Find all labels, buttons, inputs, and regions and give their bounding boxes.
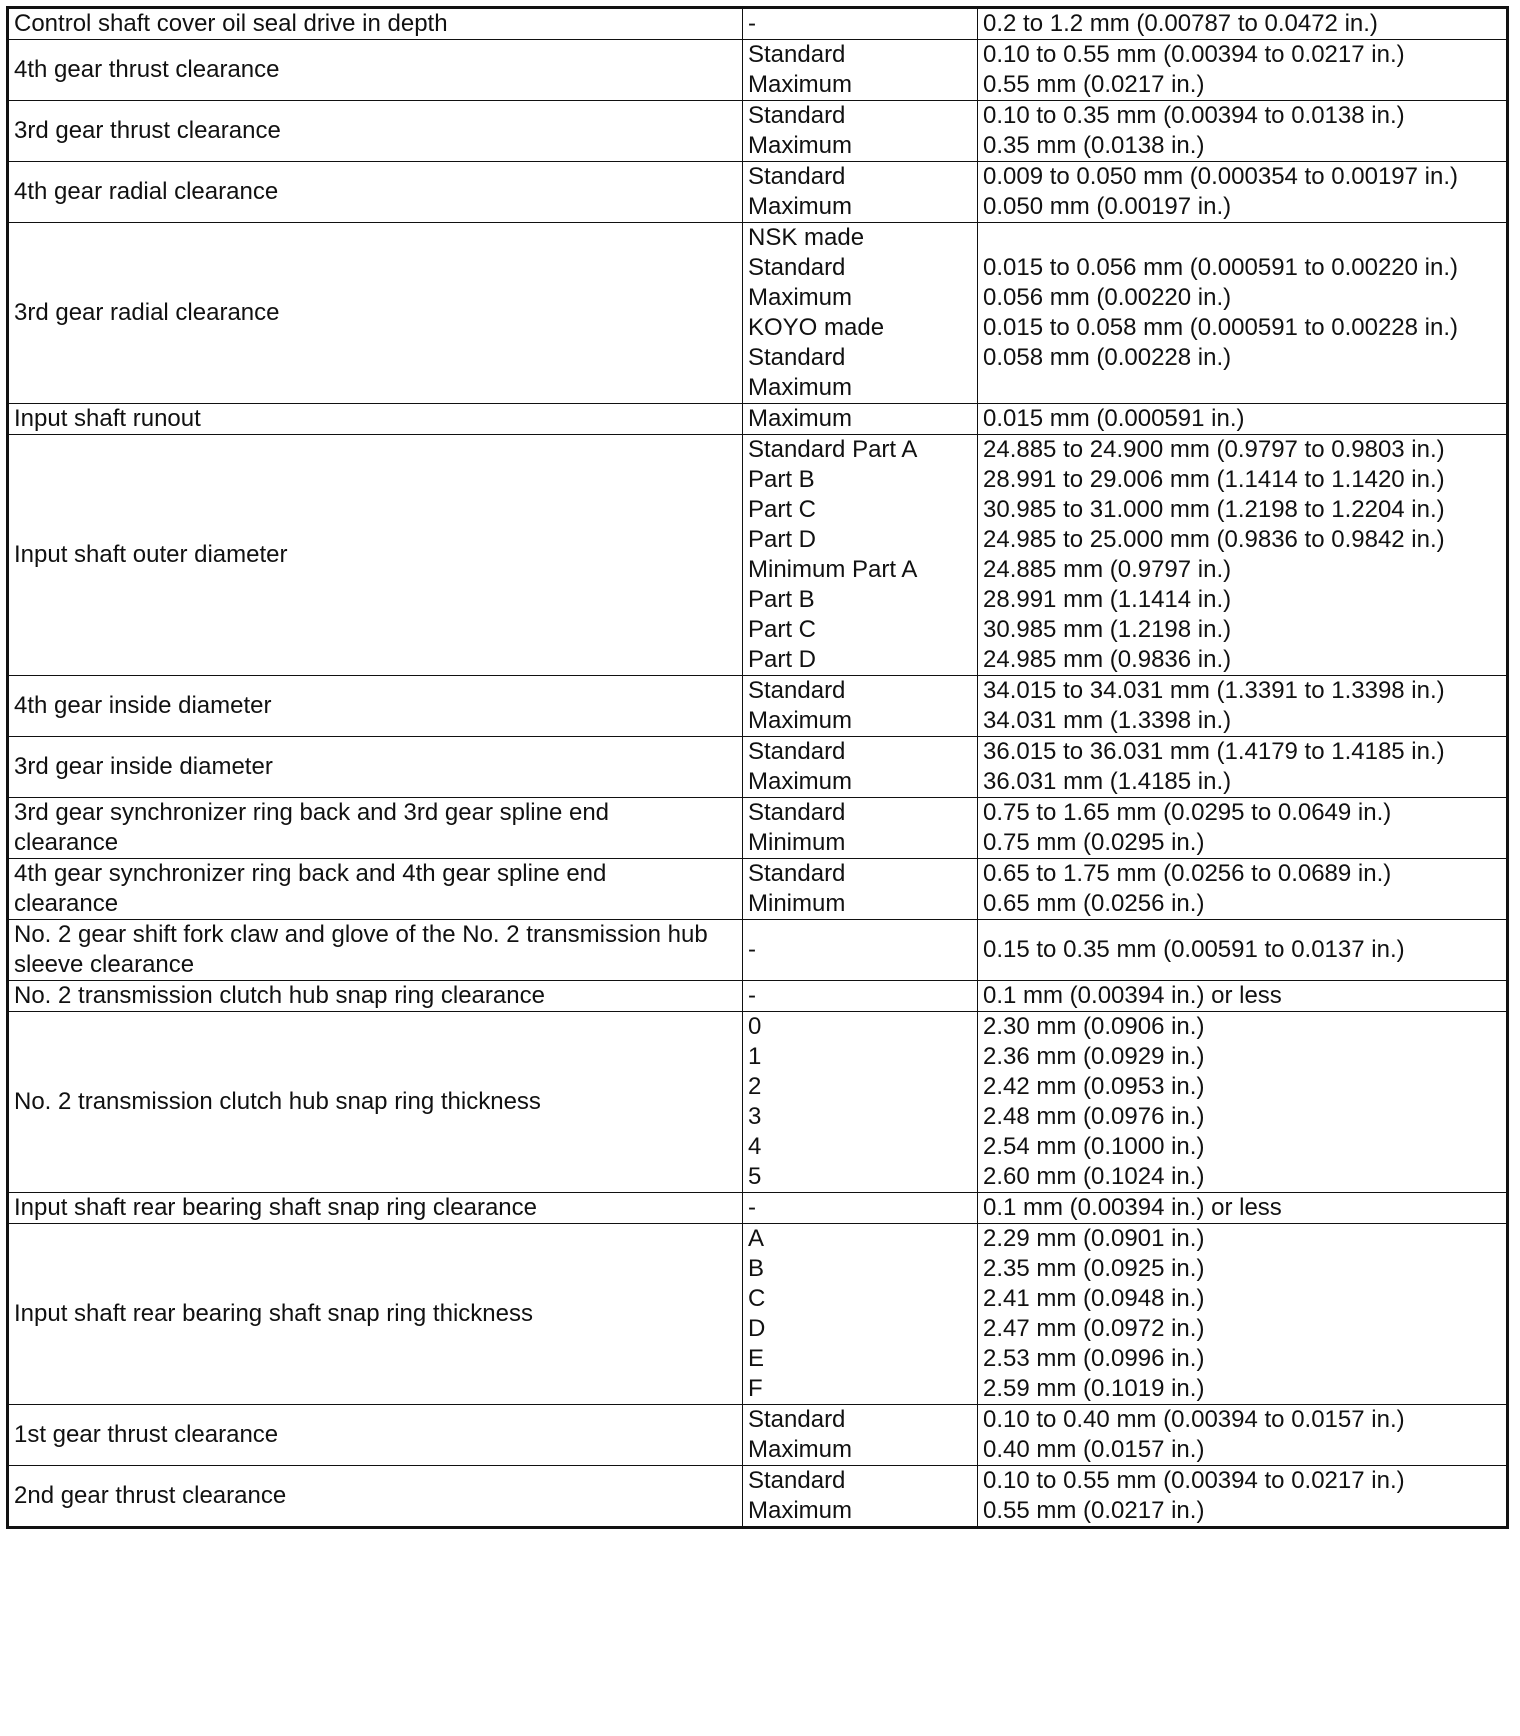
value-cell-line: 24.885 to 24.900 mm (0.9797 to 0.9803 in.)	[983, 436, 1445, 463]
table-row	[8, 435, 1508, 676]
condition-cell-line: Maximum	[748, 707, 853, 734]
table-row	[8, 920, 1508, 981]
condition-cell-line: F	[748, 1375, 763, 1402]
table-row	[8, 101, 1508, 162]
condition-cell-line: Maximum	[748, 132, 853, 159]
value-cell-line: 0.55 mm (0.0217 in.)	[983, 71, 1205, 98]
table-row	[8, 40, 1508, 101]
item-cell	[8, 920, 743, 981]
table-row	[8, 404, 1508, 435]
condition-cell-line: -	[748, 936, 756, 963]
table-row	[8, 1224, 1508, 1405]
item-cell-line: 4th gear radial clearance	[14, 178, 279, 205]
value-cell-line: 24.885 mm (0.9797 in.)	[983, 556, 1232, 583]
value-cell-line: 2.29 mm (0.0901 in.)	[983, 1225, 1205, 1252]
value-cell-line: 2.35 mm (0.0925 in.)	[983, 1255, 1205, 1282]
value-cell	[978, 737, 1508, 798]
condition-cell-line: 4	[748, 1133, 762, 1160]
condition-cell-line: -	[748, 10, 756, 37]
table-row	[8, 859, 1508, 920]
condition-cell	[743, 798, 978, 859]
value-cell-line: 2.47 mm (0.0972 in.)	[983, 1315, 1205, 1342]
condition-cell-line: 2	[748, 1073, 762, 1100]
value-cell-line: 2.48 mm (0.0976 in.)	[983, 1103, 1205, 1130]
value-cell-line: 2.54 mm (0.1000 in.)	[983, 1133, 1205, 1160]
condition-cell-line: Maximum	[748, 71, 853, 98]
item-cell-line: 1st gear thrust clearance	[14, 1421, 279, 1448]
value-cell	[978, 981, 1508, 1012]
value-cell-line: 0.10 to 0.55 mm (0.00394 to 0.0217 in.)	[983, 41, 1405, 68]
item-cell	[8, 798, 743, 859]
condition-cell-line: Maximum	[748, 768, 853, 795]
value-cell-line: 2.53 mm (0.0996 in.)	[983, 1345, 1205, 1372]
item-cell-line: Input shaft rear bearing shaft snap ring clearance	[14, 1194, 537, 1221]
condition-cell	[743, 676, 978, 737]
value-cell-line: 0.056 mm (0.00220 in.)	[983, 284, 1232, 311]
item-cell	[8, 1405, 743, 1466]
value-cell-line: 0.75 mm (0.0295 in.)	[983, 829, 1205, 856]
value-cell	[978, 798, 1508, 859]
table-row	[8, 981, 1508, 1012]
condition-cell	[743, 737, 978, 798]
condition-cell-line: Standard	[748, 102, 846, 129]
value-cell	[978, 676, 1508, 737]
condition-cell-line: E	[748, 1345, 765, 1372]
value-cell-line: 36.015 to 36.031 mm (1.4179 to 1.4185 in.)	[983, 738, 1445, 765]
value-cell-line: 0.058 mm (0.00228 in.)	[983, 344, 1232, 371]
value-cell-line: 2.30 mm (0.0906 in.)	[983, 1013, 1205, 1040]
condition-cell-line: 0	[748, 1013, 762, 1040]
condition-cell-line: -	[748, 982, 756, 1009]
value-cell-line: 0.015 to 0.056 mm (0.000591 to 0.00220 in.)	[983, 254, 1458, 281]
table-row	[8, 1012, 1508, 1193]
value-cell-line: 0.1 mm (0.00394 in.) or less	[983, 982, 1282, 1009]
condition-cell-line: Part C	[748, 496, 817, 523]
value-cell	[978, 1012, 1508, 1193]
item-cell-line: 3rd gear thrust clearance	[14, 117, 281, 144]
condition-cell-line: Standard	[748, 799, 846, 826]
item-cell-line: 4th gear synchronizer ring back and 4th gear spline end	[14, 860, 607, 887]
value-cell	[978, 101, 1508, 162]
value-cell-line: 2.36 mm (0.0929 in.)	[983, 1043, 1205, 1070]
condition-cell-line: -	[748, 1194, 756, 1221]
condition-cell-line: Standard	[748, 677, 846, 704]
table-row	[8, 798, 1508, 859]
condition-cell-line: Part D	[748, 646, 817, 673]
table-row	[8, 676, 1508, 737]
condition-cell-line: Standard	[748, 860, 846, 887]
item-cell	[8, 162, 743, 223]
condition-cell-line: Maximum	[748, 405, 853, 432]
value-cell-line: 0.75 to 1.65 mm (0.0295 to 0.0649 in.)	[983, 799, 1392, 826]
item-cell	[8, 1224, 743, 1405]
value-cell-line: 30.985 to 31.000 mm (1.2198 to 1.2204 in.)	[983, 496, 1445, 523]
condition-cell	[743, 162, 978, 223]
value-cell-line: 0.15 to 0.35 mm (0.00591 to 0.0137 in.)	[983, 936, 1405, 963]
value-cell-line: 0.55 mm (0.0217 in.)	[983, 1497, 1205, 1524]
condition-cell-line: Standard	[748, 254, 846, 281]
value-cell	[978, 1466, 1508, 1528]
value-cell-line: 0.015 mm (0.000591 in.)	[983, 405, 1245, 432]
item-cell-line: 2nd gear thrust clearance	[14, 1482, 287, 1509]
value-cell-line: 2.60 mm (0.1024 in.)	[983, 1163, 1205, 1190]
item-cell-line: clearance	[14, 890, 119, 917]
specification-table	[6, 6, 1509, 1529]
condition-cell-line: Maximum	[748, 374, 853, 401]
condition-cell-line: Part B	[748, 586, 815, 613]
item-cell	[8, 737, 743, 798]
condition-cell-line: 3	[748, 1103, 762, 1130]
condition-cell-line: Standard	[748, 41, 846, 68]
condition-cell-line: 5	[748, 1163, 762, 1190]
value-cell-line: 2.42 mm (0.0953 in.)	[983, 1073, 1205, 1100]
item-cell	[8, 223, 743, 404]
condition-cell	[743, 1405, 978, 1466]
value-cell	[978, 223, 1508, 404]
value-cell	[978, 1193, 1508, 1224]
value-cell-line: 36.031 mm (1.4185 in.)	[983, 768, 1232, 795]
value-cell-line: 28.991 to 29.006 mm (1.1414 to 1.1420 in.)	[983, 466, 1445, 493]
condition-cell-line: Maximum	[748, 193, 853, 220]
item-cell-line: No. 2 gear shift fork claw and glove of the No. 2 transmission hub	[14, 921, 708, 948]
item-cell-line: clearance	[14, 829, 119, 856]
condition-cell-line: Standard	[748, 344, 846, 371]
condition-cell	[743, 404, 978, 435]
specification-table-body	[8, 8, 1508, 1528]
condition-cell	[743, 435, 978, 676]
condition-cell	[743, 1466, 978, 1528]
item-cell-line: 3rd gear radial clearance	[14, 299, 280, 326]
value-cell-line: 24.985 mm (0.9836 in.)	[983, 646, 1232, 673]
table-row	[8, 1466, 1508, 1528]
condition-cell	[743, 223, 978, 404]
condition-cell	[743, 40, 978, 101]
item-cell	[8, 981, 743, 1012]
value-cell-line: 0.2 to 1.2 mm (0.00787 to 0.0472 in.)	[983, 10, 1378, 37]
condition-cell-line: Standard	[748, 738, 846, 765]
condition-cell-line: Standard Part A	[748, 436, 918, 463]
value-cell-line: 2.41 mm (0.0948 in.)	[983, 1285, 1205, 1312]
table-row	[8, 1193, 1508, 1224]
item-cell-line: Input shaft outer diameter	[14, 541, 288, 568]
condition-cell-line: Part D	[748, 526, 817, 553]
value-cell	[978, 435, 1508, 676]
condition-cell-line: Standard	[748, 1467, 846, 1494]
item-cell	[8, 404, 743, 435]
condition-cell	[743, 101, 978, 162]
value-cell-line: 0.65 to 1.75 mm (0.0256 to 0.0689 in.)	[983, 860, 1392, 887]
condition-cell	[743, 1012, 978, 1193]
condition-cell-line: Maximum	[748, 284, 853, 311]
table-row	[8, 1405, 1508, 1466]
value-cell-line: 34.031 mm (1.3398 in.)	[983, 707, 1232, 734]
item-cell-line: sleeve clearance	[14, 951, 195, 978]
condition-cell	[743, 920, 978, 981]
condition-cell	[743, 1224, 978, 1405]
value-cell-line: 0.050 mm (0.00197 in.)	[983, 193, 1232, 220]
value-cell-line: 2.59 mm (0.1019 in.)	[983, 1375, 1205, 1402]
item-cell	[8, 435, 743, 676]
table-row	[8, 737, 1508, 798]
item-cell	[8, 1466, 743, 1528]
value-cell	[978, 1405, 1508, 1466]
value-cell	[978, 40, 1508, 101]
condition-cell-line: KOYO made	[748, 314, 885, 341]
item-cell-line: No. 2 transmission clutch hub snap ring thickness	[14, 1088, 541, 1115]
item-cell-line: 4th gear thrust clearance	[14, 56, 280, 83]
value-cell-line: 24.985 to 25.000 mm (0.9836 to 0.9842 in.)	[983, 526, 1445, 553]
value-cell-line: 0.009 to 0.050 mm (0.000354 to 0.00197 in.)	[983, 163, 1458, 190]
condition-cell-line: A	[748, 1225, 765, 1252]
value-cell	[978, 1224, 1508, 1405]
item-cell	[8, 1193, 743, 1224]
value-cell	[978, 162, 1508, 223]
value-cell-line: 0.10 to 0.40 mm (0.00394 to 0.0157 in.)	[983, 1406, 1405, 1433]
item-cell-line: No. 2 transmission clutch hub snap ring clearance	[14, 982, 545, 1009]
item-cell-line: 3rd gear synchronizer ring back and 3rd gear spline end	[14, 799, 610, 826]
value-cell-line: 0.40 mm (0.0157 in.)	[983, 1436, 1205, 1463]
condition-cell-line: B	[748, 1255, 765, 1282]
condition-cell-line: Maximum	[748, 1436, 853, 1463]
table-row	[8, 162, 1508, 223]
item-cell	[8, 101, 743, 162]
condition-cell-line: Minimum	[748, 890, 846, 917]
value-cell-line: 34.015 to 34.031 mm (1.3391 to 1.3398 in.)	[983, 677, 1445, 704]
value-cell-line: 0.1 mm (0.00394 in.) or less	[983, 1194, 1282, 1221]
condition-cell-line: NSK made	[748, 224, 865, 251]
condition-cell-line: D	[748, 1315, 766, 1342]
value-cell-line: 0.015 to 0.058 mm (0.000591 to 0.00228 in.)	[983, 314, 1458, 341]
condition-cell-line: 1	[748, 1043, 762, 1070]
condition-cell-line: C	[748, 1285, 766, 1312]
item-cell	[8, 1012, 743, 1193]
condition-cell	[743, 8, 978, 40]
item-cell-line: Input shaft runout	[14, 405, 201, 432]
item-cell-line: 4th gear inside diameter	[14, 692, 272, 719]
condition-cell-line: Minimum Part A	[748, 556, 918, 583]
value-cell	[978, 859, 1508, 920]
condition-cell-line: Standard	[748, 1406, 846, 1433]
item-cell	[8, 859, 743, 920]
value-cell-line: 30.985 mm (1.2198 in.)	[983, 616, 1232, 643]
item-cell-line: Control shaft cover oil seal drive in depth	[14, 10, 448, 37]
table-row	[8, 8, 1508, 40]
condition-cell-line: Maximum	[748, 1497, 853, 1524]
item-cell-line: Input shaft rear bearing shaft snap ring thickness	[14, 1300, 533, 1327]
condition-cell	[743, 859, 978, 920]
value-cell-line: 0.10 to 0.55 mm (0.00394 to 0.0217 in.)	[983, 1467, 1405, 1494]
value-cell	[978, 920, 1508, 981]
condition-cell	[743, 1193, 978, 1224]
item-cell-line: 3rd gear inside diameter	[14, 753, 273, 780]
value-cell-line: 28.991 mm (1.1414 in.)	[983, 586, 1232, 613]
condition-cell-line: Minimum	[748, 829, 846, 856]
item-cell	[8, 676, 743, 737]
value-cell	[978, 404, 1508, 435]
table-row	[8, 223, 1508, 404]
value-cell-line: 0.10 to 0.35 mm (0.00394 to 0.0138 in.)	[983, 102, 1405, 129]
condition-cell	[743, 981, 978, 1012]
value-cell-line: 0.35 mm (0.0138 in.)	[983, 132, 1205, 159]
condition-cell-line: Part C	[748, 616, 817, 643]
value-cell	[978, 8, 1508, 40]
condition-cell-line: Part B	[748, 466, 815, 493]
item-cell	[8, 8, 743, 40]
value-cell-line: 0.65 mm (0.0256 in.)	[983, 890, 1205, 917]
condition-cell-line: Standard	[748, 163, 846, 190]
item-cell	[8, 40, 743, 101]
